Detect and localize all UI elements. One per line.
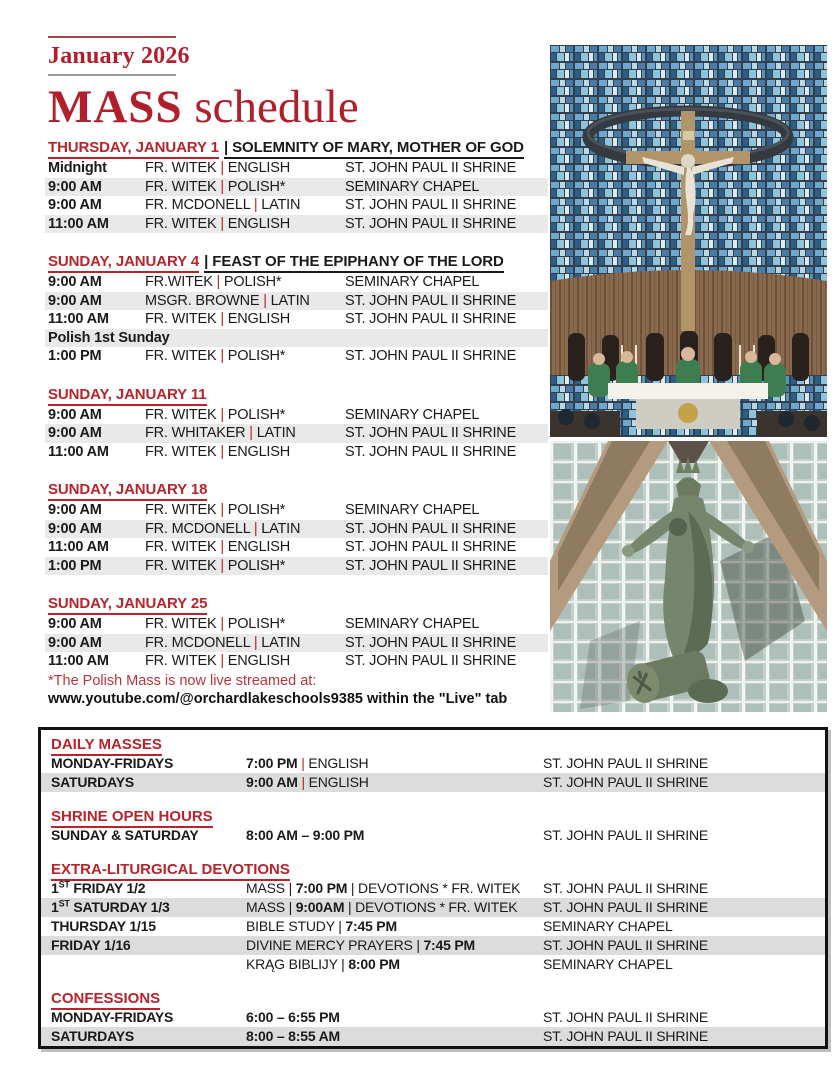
info-row-label xyxy=(51,773,134,792)
text-segment: FR. WITEK xyxy=(145,406,221,423)
info-row-location: SEMINARY CHAPEL xyxy=(543,956,673,972)
mass-celebrant-language xyxy=(145,406,285,425)
text-segment: FR. WITEK xyxy=(145,215,221,232)
info-row-label xyxy=(51,826,199,845)
text-segment: DIVINE MERCY PRAYERS | xyxy=(246,937,424,953)
text-segment: | xyxy=(220,539,224,555)
mass-location: ST. JOHN PAUL II SHRINE xyxy=(345,348,517,364)
info-row-label xyxy=(51,936,131,955)
mass-time: 11:00 AM xyxy=(48,539,109,555)
mass-location: ST. JOHN PAUL II SHRINE xyxy=(345,539,517,555)
text-segment: SUNDAY & SATURDAY xyxy=(51,827,199,843)
text-segment: ST xyxy=(58,898,70,909)
text-segment: FR. MCDONELL xyxy=(145,634,254,651)
text-segment: | xyxy=(220,348,224,364)
mass-row xyxy=(45,196,548,215)
page-title-bold: MASS xyxy=(48,81,183,133)
info-row xyxy=(41,1027,825,1046)
info-heading-text: EXTRA-LITURGICAL DEVOTIONS xyxy=(51,861,290,881)
text-segment: | xyxy=(220,311,224,327)
text-segment: POLISH* xyxy=(223,557,286,574)
text-segment: POLISH* xyxy=(223,178,286,195)
info-row-label xyxy=(51,879,145,898)
mass-celebrant-language xyxy=(145,615,285,634)
info-row xyxy=(41,917,825,936)
mass-location: SEMINARY CHAPEL xyxy=(345,406,480,423)
text-segment: | xyxy=(253,520,258,537)
text-segment: 7:45 PM xyxy=(345,918,397,934)
mass-celebrant-language xyxy=(145,178,285,197)
text-segment: FR. WITEK xyxy=(145,539,221,555)
text-segment: MONDAY-FRIDAYS xyxy=(51,1009,174,1025)
text-segment: FRIDAY 1/16 xyxy=(51,937,131,953)
page-title-rest: schedule xyxy=(182,81,359,133)
text-segment: FR. WITEK xyxy=(145,443,221,460)
text-segment: | xyxy=(220,653,224,669)
mass-celebrant-language xyxy=(145,443,290,462)
info-row-detail xyxy=(246,879,520,898)
mass-celebrant-language xyxy=(145,652,290,671)
mass-location: SEMINARY CHAPEL xyxy=(345,178,480,195)
mass-location: ST. JOHN PAUL II SHRINE xyxy=(345,653,517,669)
info-row-label xyxy=(51,1008,173,1027)
info-row xyxy=(41,754,825,773)
info-row-location: ST. JOHN PAUL II SHRINE xyxy=(543,1009,708,1025)
section-feast: | FEAST OF THE EPIPHANY OF THE LORD xyxy=(204,253,504,273)
mass-location: ST. JOHN PAUL II SHRINE xyxy=(345,557,517,574)
text-segment: 1 xyxy=(51,880,59,896)
text-segment: FR.WITEK xyxy=(145,274,217,290)
mass-time: 9:00 AM xyxy=(48,634,102,651)
text-segment: SATURDAYS xyxy=(51,774,134,790)
text-segment: ENGLISH xyxy=(308,774,369,790)
info-section xyxy=(41,861,825,974)
info-row-location: ST. JOHN PAUL II SHRINE xyxy=(543,827,708,843)
text-segment: | xyxy=(220,160,224,176)
footnote-youtube-line: www.youtube.com/@orchardlakeschools9385 within the "Live" tab xyxy=(48,691,508,707)
masthead-bottom-rule xyxy=(48,74,176,76)
mass-location: ST. JOHN PAUL II SHRINE xyxy=(345,215,517,232)
text-segment: THURSDAY 1/15 xyxy=(51,918,156,934)
schedule-section xyxy=(45,596,548,671)
mass-row xyxy=(45,406,548,425)
info-row xyxy=(41,879,825,898)
text-segment: | xyxy=(263,292,267,309)
info-row-detail xyxy=(246,936,475,955)
info-row-detail xyxy=(246,1008,340,1027)
mass-celebrant-language xyxy=(145,347,285,366)
info-row-detail xyxy=(246,955,400,974)
info-row-detail xyxy=(246,898,517,917)
mass-celebrant-language xyxy=(145,159,290,178)
mass-location: ST. JOHN PAUL II SHRINE xyxy=(345,443,517,460)
text-segment: 1 xyxy=(51,899,59,915)
mass-celebrant-language xyxy=(145,557,285,576)
text-segment: FR. WITEK xyxy=(145,348,221,364)
mass-row xyxy=(45,634,548,653)
info-row-detail xyxy=(246,754,368,773)
text-segment: FR. WITEK xyxy=(145,502,221,518)
schedule-section xyxy=(45,140,548,233)
mass-time: 9:00 AM xyxy=(48,425,102,441)
text-segment: 6:00 – 6:55 PM xyxy=(246,1009,340,1025)
mass-row xyxy=(45,501,548,520)
info-heading-text: CONFESSIONS xyxy=(51,990,160,1010)
mass-time: 9:00 AM xyxy=(48,406,102,423)
info-section-rows xyxy=(41,879,825,974)
text-segment: FR. MCDONELL xyxy=(145,520,254,537)
mass-location: ST. JOHN PAUL II SHRINE xyxy=(345,520,517,537)
mass-row xyxy=(45,443,548,462)
text-segment: FR. WITEK xyxy=(145,616,221,632)
info-section-rows xyxy=(41,754,825,792)
info-row-location: ST. JOHN PAUL II SHRINE xyxy=(543,899,708,915)
text-segment: ENGLISH xyxy=(308,755,369,771)
section-rows xyxy=(45,159,548,233)
mass-row xyxy=(45,424,548,443)
masthead-top-rule xyxy=(48,36,176,38)
info-row-location: ST. JOHN PAUL II SHRINE xyxy=(543,880,708,896)
mass-row xyxy=(45,615,548,634)
mass-celebrant-language xyxy=(145,310,290,329)
text-segment: | xyxy=(220,406,224,423)
text-segment: 7:00 PM xyxy=(246,755,302,771)
mass-celebrant-language xyxy=(145,424,296,443)
info-section-heading xyxy=(41,990,825,1008)
text-segment: KRĄG BIBLIJY | xyxy=(246,956,349,972)
text-segment: | xyxy=(301,755,309,771)
info-section-heading xyxy=(41,808,825,826)
text-segment: POLISH* xyxy=(223,406,286,423)
mass-time: 11:00 AM xyxy=(48,653,109,669)
section-day: SUNDAY, JANUARY 11 xyxy=(48,386,207,406)
schedule-section xyxy=(45,387,548,462)
text-segment: MASS | xyxy=(246,899,296,915)
section-day: SUNDAY, JANUARY 18 xyxy=(48,481,207,501)
mass-celebrant-language xyxy=(145,273,281,292)
info-row xyxy=(41,773,825,792)
info-section xyxy=(41,808,825,845)
text-segment: | xyxy=(301,774,309,790)
text-segment: FR. WHITAKER xyxy=(145,425,250,441)
mass-time: 9:00 AM xyxy=(48,274,102,290)
text-segment: | xyxy=(253,197,258,213)
text-segment: | xyxy=(220,557,224,574)
mass-time: 9:00 AM xyxy=(48,197,102,213)
text-segment: POLISH* xyxy=(223,348,286,364)
mass-note-row xyxy=(45,329,548,348)
text-segment: ENGLISH xyxy=(223,311,291,327)
weekly-info-box xyxy=(38,727,828,1049)
mass-row xyxy=(45,273,548,292)
footnote-line1: *The Polish Mass is now live streamed at: xyxy=(48,673,317,689)
church-interior-illustration xyxy=(550,45,827,437)
mass-note: Polish 1st Sunday xyxy=(48,329,170,346)
text-segment: FR. WITEK xyxy=(145,557,221,574)
mass-row xyxy=(45,347,548,366)
info-section-rows xyxy=(41,826,825,845)
month-label: January 2026 xyxy=(48,43,190,69)
text-segment: | xyxy=(220,443,224,460)
text-segment: | DEVOTIONS * FR. WITEK xyxy=(347,880,521,896)
mass-celebrant-language xyxy=(145,520,300,539)
text-segment: LATIN xyxy=(257,197,301,213)
text-segment: 7:45 PM xyxy=(423,937,475,953)
section-heading xyxy=(45,254,548,270)
text-segment: | DEVOTIONS * FR. WITEK xyxy=(344,899,518,915)
text-segment: MONDAY-FRIDAYS xyxy=(51,755,174,771)
mass-time: 11:00 AM xyxy=(48,215,109,232)
mass-row xyxy=(45,520,548,539)
mass-time: 11:00 AM xyxy=(48,311,109,327)
text-segment: ENGLISH xyxy=(223,443,291,460)
mass-row xyxy=(45,292,548,311)
schedule-section xyxy=(45,254,548,366)
mass-celebrant-language xyxy=(145,196,300,215)
church-interior-photo xyxy=(550,45,827,437)
mass-celebrant-language xyxy=(145,501,285,520)
section-feast: | SOLEMNITY OF MARY, MOTHER OF GOD xyxy=(224,139,524,159)
text-segment: | xyxy=(249,425,253,441)
mass-location: SEMINARY CHAPEL xyxy=(345,616,480,632)
mass-time: Midnight xyxy=(48,160,107,176)
text-segment: 9:00AM xyxy=(295,899,345,915)
info-section xyxy=(41,990,825,1046)
text-segment: FR. WITEK xyxy=(145,653,221,669)
text-segment: | xyxy=(216,274,221,290)
text-segment: ST xyxy=(58,879,70,890)
mass-location: ST. JOHN PAUL II SHRINE xyxy=(345,634,517,651)
text-segment: MASS | xyxy=(246,880,296,896)
mass-location: ST. JOHN PAUL II SHRINE xyxy=(345,197,517,213)
page-title xyxy=(48,81,548,133)
section-heading xyxy=(45,387,548,403)
text-segment: 8:00 PM xyxy=(348,956,400,972)
mass-time: 11:00 AM xyxy=(48,443,109,460)
mass-time: 9:00 AM xyxy=(48,520,102,537)
mass-location: SEMINARY CHAPEL xyxy=(345,502,480,518)
our-lady-statue-photo xyxy=(550,441,827,712)
text-segment: ENGLISH xyxy=(223,215,291,232)
text-segment: POLISH* xyxy=(223,502,286,518)
text-segment: FR. WITEK xyxy=(145,160,221,176)
info-heading-text: DAILY MASSES xyxy=(51,736,162,756)
section-rows xyxy=(45,273,548,366)
text-segment: ENGLISH xyxy=(223,160,291,176)
text-segment: FR. MCDONELL xyxy=(145,197,254,213)
text-segment: 8:00 AM – 9:00 PM xyxy=(246,827,365,843)
text-segment: | xyxy=(220,215,224,232)
mass-celebrant-language xyxy=(145,538,290,557)
our-lady-statue-illustration xyxy=(550,441,827,712)
info-row xyxy=(41,826,825,845)
section-rows xyxy=(45,501,548,575)
text-segment: FR. WITEK xyxy=(145,178,221,195)
text-segment: ENGLISH xyxy=(223,653,291,669)
info-row-label xyxy=(51,917,156,936)
text-segment: SATURDAY 1/3 xyxy=(69,899,170,915)
mass-time: 1:00 PM xyxy=(48,557,102,574)
mass-time: 9:00 AM xyxy=(48,292,102,309)
info-row-label xyxy=(51,898,170,917)
mass-row xyxy=(45,310,548,329)
text-segment: | xyxy=(220,178,224,195)
info-row-location: ST. JOHN PAUL II SHRINE xyxy=(543,755,708,771)
mass-row xyxy=(45,652,548,671)
text-segment: FRIDAY 1/2 xyxy=(69,880,146,896)
info-row xyxy=(41,1008,825,1027)
text-segment: 9:00 AM xyxy=(246,774,302,790)
section-day: SUNDAY, JANUARY 4 xyxy=(48,253,199,273)
text-segment: | xyxy=(253,634,258,651)
text-segment: 7:00 PM xyxy=(295,880,348,896)
info-row-label xyxy=(51,754,173,773)
mass-celebrant-language xyxy=(145,292,310,311)
mass-time: 9:00 AM xyxy=(48,616,102,632)
info-row-label xyxy=(51,1027,134,1046)
text-segment: | xyxy=(220,502,224,518)
info-row-detail xyxy=(246,773,369,792)
polish-mass-footnote xyxy=(48,672,548,708)
mass-schedule-list xyxy=(45,140,548,692)
info-row-location: SEMINARY CHAPEL xyxy=(543,918,673,934)
text-segment: ENGLISH xyxy=(223,539,291,555)
info-row-detail xyxy=(246,917,397,936)
mass-time: 9:00 AM xyxy=(48,502,102,518)
mass-location: ST. JOHN PAUL II SHRINE xyxy=(345,292,517,309)
info-section-heading xyxy=(41,861,825,879)
section-heading xyxy=(45,140,548,156)
mass-row xyxy=(45,159,548,178)
mass-location: SEMINARY CHAPEL xyxy=(345,274,480,290)
mass-row xyxy=(45,215,548,234)
text-segment: 8:00 – 8:55 AM xyxy=(246,1028,340,1044)
info-row-location: ST. JOHN PAUL II SHRINE xyxy=(543,937,708,953)
text-segment: SATURDAYS xyxy=(51,1028,134,1044)
text-segment: LATIN xyxy=(257,520,301,537)
info-row xyxy=(41,898,825,917)
text-segment: BIBLE STUDY | xyxy=(246,918,346,934)
section-heading xyxy=(45,482,548,498)
text-segment: | xyxy=(220,616,224,632)
text-segment: LATIN xyxy=(266,292,310,309)
section-rows xyxy=(45,406,548,462)
schedule-section xyxy=(45,482,548,575)
text-segment: POLISH* xyxy=(220,274,282,290)
info-row-detail xyxy=(246,1027,340,1046)
mass-location: ST. JOHN PAUL II SHRINE xyxy=(345,425,517,441)
mass-location: ST. JOHN PAUL II SHRINE xyxy=(345,311,517,327)
info-row xyxy=(41,955,825,974)
mass-time: 1:00 PM xyxy=(48,348,102,364)
info-row-location: ST. JOHN PAUL II SHRINE xyxy=(543,774,708,790)
info-row-detail xyxy=(246,826,364,845)
text-segment: POLISH* xyxy=(223,616,286,632)
mass-row xyxy=(45,557,548,576)
section-day: THURSDAY, JANUARY 1 xyxy=(48,139,219,159)
masthead xyxy=(48,36,548,131)
info-row-location: ST. JOHN PAUL II SHRINE xyxy=(543,1028,708,1044)
mass-celebrant-language xyxy=(145,634,300,653)
info-section-heading xyxy=(41,736,825,754)
text-segment: LATIN xyxy=(257,634,301,651)
text-segment: MSGR. BROWNE xyxy=(145,292,264,309)
section-rows xyxy=(45,615,548,671)
info-section-rows xyxy=(41,1008,825,1046)
mass-row xyxy=(45,538,548,557)
mass-location: ST. JOHN PAUL II SHRINE xyxy=(345,160,517,176)
text-segment: LATIN xyxy=(252,425,296,441)
info-row xyxy=(41,936,825,955)
mass-time: 9:00 AM xyxy=(48,178,102,195)
section-day: SUNDAY, JANUARY 25 xyxy=(48,595,207,615)
info-section xyxy=(41,736,825,792)
mass-row xyxy=(45,178,548,197)
mass-celebrant-language xyxy=(145,215,290,234)
section-heading xyxy=(45,596,548,612)
info-heading-text: SHRINE OPEN HOURS xyxy=(51,808,213,828)
text-segment: FR. WITEK xyxy=(145,311,221,327)
